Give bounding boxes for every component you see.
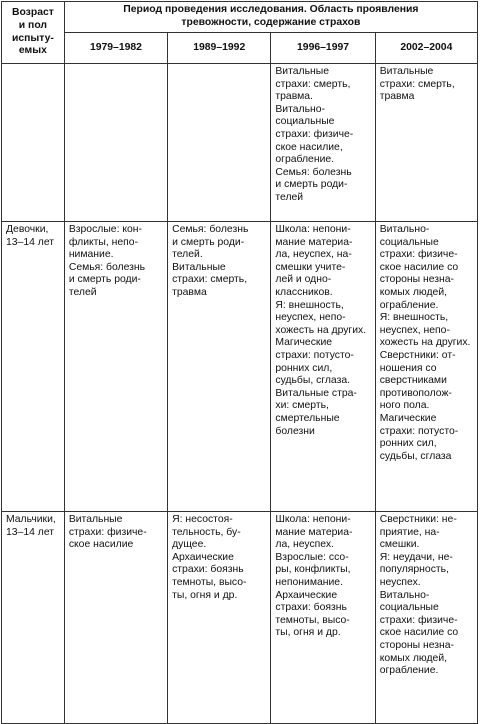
cell-paragraph: Витально- социальные страхи: физиче- ское насилие со стороны незна- комых людей, ограбление. xyxy=(379,224,459,311)
cell-paragraph: Я: внешность, неуспех, непо- хожесть на других. xyxy=(379,312,471,349)
cell-paragraph: Витальные стра- хи: смерть, смертельные болезни xyxy=(275,387,357,437)
table-row xyxy=(2,222,478,512)
table-cell xyxy=(168,512,271,724)
cell-paragraph: Школа: непони- мание материа- ла, неуспех. xyxy=(275,514,353,551)
cell-paragraph: Магические страхи: потусто- ронних сил, судьбы, сглаза. xyxy=(275,337,354,387)
cell-paragraph: Семья: болезнь и смерть роди- телей. xyxy=(172,224,249,261)
table-cell xyxy=(168,64,271,222)
cell-paragraph: Семья: болезнь и смерть роди- телей xyxy=(68,261,146,298)
age-sex-header: Возраст и пол испыту- емых xyxy=(2,2,65,64)
table-cell xyxy=(271,64,375,222)
cell-paragraph: Архаические страхи: боязнь темноты, высо- ты, огня и др. xyxy=(275,589,350,639)
cell-paragraph: Я: несостоя- тельность, бу- дущее. xyxy=(172,514,241,551)
table-cell xyxy=(375,512,477,724)
period-header-2002: 2002–2004 xyxy=(375,33,477,64)
cell-paragraph: Сверстники: от- ношения со сверстниками противополож- ного пола. xyxy=(379,349,456,412)
table-cell xyxy=(271,512,375,724)
cell-paragraph: Магические страхи: потусто- ронних сил, судьбы, сглаза xyxy=(379,412,459,462)
fears-table xyxy=(1,1,478,724)
table-cell xyxy=(168,222,271,512)
table-body xyxy=(2,64,478,724)
cell-paragraph: Я: неудачи, не- популярность, неуспех. xyxy=(379,551,453,588)
group-cell: Девочки, 13–14 лет xyxy=(2,222,65,512)
cell-paragraph: Витально- социальные страхи: физиче- ское насилие, ограбление. xyxy=(275,103,354,166)
cell-paragraph: Школа: непони- мание материа- ла, неуспех, на- смешки учите- лей и одно- классников. xyxy=(275,224,353,298)
cell-paragraph: Витально- социальные страхи: физиче- ское насилие со стороны незна- комых людей, ограбление. xyxy=(379,589,459,677)
cell-paragraph: Сверстники: не- приятие, на- смешки. xyxy=(379,514,457,551)
group-cell xyxy=(2,64,65,222)
cell-paragraph: Семья: болезнь и смерть роди- телей xyxy=(275,166,352,203)
period-header-1979: 1979–1982 xyxy=(64,33,167,64)
period-header-1996: 1996–1997 xyxy=(271,33,375,64)
table-cell xyxy=(375,64,477,222)
table-row xyxy=(2,512,478,724)
period-header-1989: 1989–1992 xyxy=(168,33,271,64)
cell-paragraph: Взрослые: кон- фликты, непо- нимание. xyxy=(68,224,142,261)
cell-paragraph: Витальные страхи: смерть, травма. xyxy=(275,66,351,103)
header-row-2 xyxy=(2,33,478,64)
table-cell xyxy=(64,512,167,724)
table-cell xyxy=(64,64,167,222)
table-row xyxy=(2,64,478,222)
table-cell xyxy=(64,222,167,512)
period-group-header: Период проведения исследования. Область проявления тревожности, содержание страхов xyxy=(64,2,477,33)
group-cell: Мальчики, 13–14 лет xyxy=(2,512,65,724)
cell-paragraph: Витальные страхи: физиче- ское насилие xyxy=(68,514,147,551)
cell-paragraph: Витальные страхи: смерть, травма xyxy=(172,261,248,298)
header-row-1 xyxy=(2,2,478,33)
cell-paragraph: Взрослые: ссо- ры, конфликты, непонимание. xyxy=(275,551,351,588)
table-cell xyxy=(375,222,477,512)
cell-paragraph: Витальные страхи: смерть, травма xyxy=(379,66,455,103)
cell-paragraph: Архаические страхи: боязнь темноты, высо- ты, огня и др. xyxy=(172,551,247,601)
table-cell xyxy=(271,222,375,512)
cell-paragraph: Я: внешность, неуспех, непо- хожесть на других. xyxy=(275,299,367,336)
